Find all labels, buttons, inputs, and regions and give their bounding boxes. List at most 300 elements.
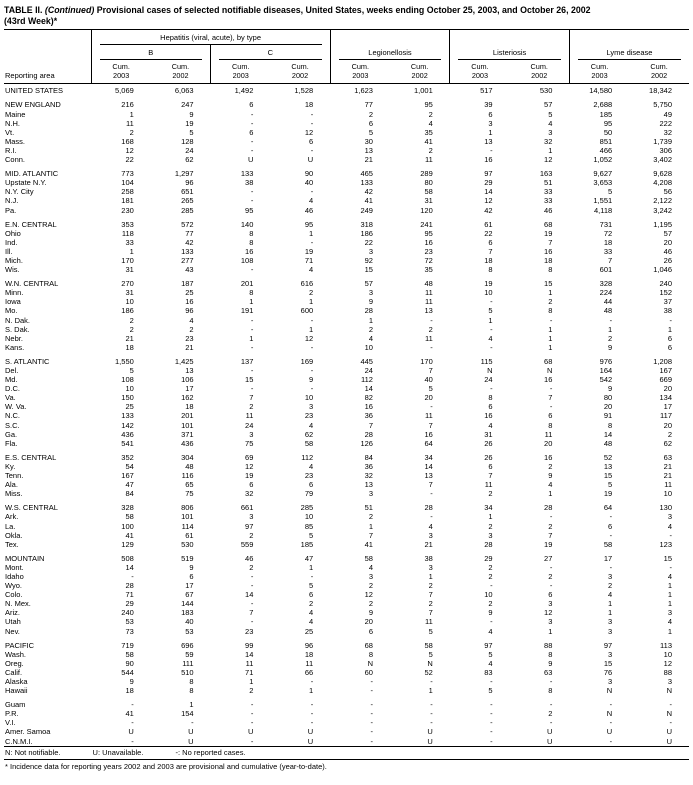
value-cell: 162 bbox=[181, 393, 194, 403]
value-cell: 731 bbox=[599, 219, 613, 229]
value-cell: 96 bbox=[304, 640, 314, 650]
listeriosis-group-label: Listeriosis bbox=[458, 47, 561, 60]
value-cell: 48 bbox=[603, 438, 613, 448]
value-cell: 16 bbox=[544, 375, 553, 385]
column-header-cum-2002: Cum. 2002 bbox=[270, 60, 330, 84]
table-row bbox=[4, 402, 689, 411]
value-cell: 120 bbox=[420, 205, 433, 215]
value-cell: - bbox=[191, 718, 194, 728]
value-cell: 2,122 bbox=[653, 196, 672, 206]
value-cell: 4 bbox=[488, 658, 493, 668]
value-cell: - bbox=[609, 512, 613, 522]
value-cell: 4 bbox=[309, 420, 314, 430]
value-cell: U bbox=[307, 155, 314, 165]
value-cell: - bbox=[430, 315, 433, 325]
hepatitis-group-header bbox=[91, 30, 330, 46]
value-cell: - bbox=[549, 700, 553, 710]
value-cell: - bbox=[131, 700, 134, 710]
value-cell: 26 bbox=[484, 452, 493, 462]
reporting-area-cell: Ohio bbox=[5, 228, 21, 238]
value-cell: 95 bbox=[603, 118, 613, 128]
value-cell: - bbox=[91, 737, 151, 747]
value-cell: 142 bbox=[121, 420, 134, 430]
value-cell: - bbox=[250, 718, 254, 728]
value-cell: - bbox=[490, 718, 493, 728]
value-cell: 108 bbox=[121, 375, 134, 385]
value-cell: 1 bbox=[608, 599, 613, 609]
column-header-cum-2002: Cum. 2002 bbox=[629, 60, 689, 84]
reporting-area-cell: N.Y. City bbox=[5, 187, 34, 197]
value-cell: 5 bbox=[309, 581, 314, 591]
value-cell: 33 bbox=[125, 237, 134, 247]
value-cell: 19 bbox=[484, 279, 493, 289]
value-cell: 41 bbox=[364, 196, 373, 206]
value-cell: 96 bbox=[185, 306, 194, 316]
value-cell: 3 bbox=[608, 571, 613, 581]
table-row bbox=[4, 178, 689, 187]
value-cell: - bbox=[250, 384, 254, 394]
value-cell: 28 bbox=[125, 581, 134, 591]
value-cell: - bbox=[549, 562, 553, 572]
reporting-area-cell: La. bbox=[5, 521, 16, 531]
value-cell: 80 bbox=[603, 393, 613, 403]
value-cell: 154 bbox=[181, 709, 194, 719]
value-cell: 57 bbox=[663, 228, 672, 238]
value-cell: 52 bbox=[424, 667, 433, 677]
value-cell: 4 bbox=[309, 608, 314, 618]
value-cell: 1 bbox=[667, 599, 672, 609]
value-cell: 544 bbox=[121, 667, 134, 677]
value-cell: 285 bbox=[181, 205, 194, 215]
value-cell: 1 bbox=[488, 315, 493, 325]
value-cell: 35 bbox=[424, 265, 433, 275]
value-cell: 96 bbox=[185, 178, 194, 188]
value-cell: 29 bbox=[484, 178, 493, 188]
value-cell: 1 bbox=[488, 512, 493, 522]
value-cell: - bbox=[250, 581, 254, 591]
legend-unavailable: U: Unavailable. bbox=[92, 747, 144, 757]
value-cell: 719 bbox=[121, 640, 134, 650]
value-cell: 3 bbox=[548, 599, 553, 609]
value-cell: 57 bbox=[544, 100, 553, 110]
value-cell: U bbox=[390, 737, 450, 747]
value-cell: 6 bbox=[309, 136, 314, 146]
value-cell: 3 bbox=[488, 530, 493, 540]
value-cell: 12 bbox=[544, 155, 553, 165]
value-cell: 3 bbox=[667, 608, 672, 618]
value-cell: 13 bbox=[424, 306, 433, 316]
value-cell: 113 bbox=[660, 640, 672, 650]
value-cell: 13 bbox=[185, 366, 194, 375]
value-cell: 20 bbox=[663, 384, 672, 394]
value-cell: - bbox=[549, 677, 553, 686]
value-cell: 3,242 bbox=[653, 205, 672, 215]
value-cell: 6 bbox=[249, 480, 254, 490]
value-cell: 328 bbox=[599, 279, 613, 289]
value-cell: 19 bbox=[544, 228, 553, 238]
value-cell: 46 bbox=[304, 205, 314, 215]
column-header-cum-2003: Cum. 2003 bbox=[211, 60, 271, 84]
value-cell: N bbox=[606, 686, 613, 696]
table-header bbox=[4, 30, 689, 84]
table-title-number: TABLE II. bbox=[4, 5, 43, 15]
value-cell: - bbox=[370, 727, 373, 737]
value-cell: - bbox=[250, 145, 254, 155]
value-cell: 2 bbox=[189, 324, 194, 334]
value-cell: 14 bbox=[125, 562, 134, 572]
value-cell: 201 bbox=[240, 279, 254, 289]
value-cell: 5 bbox=[428, 649, 433, 659]
value-cell: 150 bbox=[121, 393, 134, 403]
value-cell: 1 bbox=[309, 297, 314, 307]
reporting-area-cell: Upstate N.Y. bbox=[5, 178, 47, 188]
reporting-area-cell: W.N. CENTRAL bbox=[5, 279, 59, 289]
value-cell: 7 bbox=[368, 530, 373, 540]
value-cell: - bbox=[310, 342, 314, 352]
reporting-area-cell: Nev. bbox=[5, 626, 20, 636]
value-cell: 68 bbox=[544, 219, 553, 229]
value-cell: 167 bbox=[121, 471, 134, 481]
value-cell: 318 bbox=[360, 219, 373, 229]
value-cell: - bbox=[490, 384, 493, 394]
value-cell: 4 bbox=[667, 571, 672, 581]
reporting-area-cell: Calif. bbox=[5, 667, 23, 677]
value-cell: 16 bbox=[484, 155, 493, 165]
value-cell: 16 bbox=[424, 429, 433, 439]
value-cell: 2 bbox=[368, 512, 373, 522]
value-cell: 88 bbox=[663, 667, 672, 677]
value-cell: 2 bbox=[309, 288, 314, 298]
value-cell: 601 bbox=[599, 265, 613, 275]
reporting-area-cell: Ala. bbox=[5, 480, 18, 490]
summary-row bbox=[4, 503, 689, 512]
reporting-area-cell: C.N.M.I. bbox=[4, 737, 91, 747]
value-cell: 1,046 bbox=[653, 265, 672, 275]
table-row bbox=[4, 677, 689, 686]
table-row bbox=[4, 411, 689, 420]
value-cell: 8 bbox=[189, 677, 194, 686]
value-cell: - bbox=[609, 718, 613, 728]
value-cell: - bbox=[370, 709, 373, 719]
value-cell: 183 bbox=[181, 608, 194, 618]
value-cell: U bbox=[188, 727, 194, 737]
value-cell: 23 bbox=[245, 626, 254, 636]
table-row bbox=[4, 384, 689, 393]
value-cell: 63 bbox=[663, 452, 672, 462]
reporting-area-cell: Colo. bbox=[5, 590, 23, 600]
value-cell: 216 bbox=[121, 100, 134, 110]
value-cell: 130 bbox=[659, 503, 672, 513]
value-cell: 24 bbox=[185, 145, 194, 155]
value-cell: 7 bbox=[428, 420, 433, 430]
value-cell: 3,653 bbox=[593, 178, 613, 188]
reporting-area-cell: D.C. bbox=[5, 384, 20, 394]
value-cell: 187 bbox=[181, 279, 194, 289]
value-cell: 2 bbox=[488, 571, 493, 581]
table-row bbox=[4, 727, 689, 736]
table-row bbox=[4, 247, 689, 256]
table-title-week: (43rd Week)* bbox=[4, 15, 58, 26]
value-cell: 352 bbox=[121, 452, 134, 462]
legionellosis-group-label: Legionellosis bbox=[339, 47, 442, 60]
value-cell: 11 bbox=[126, 118, 134, 128]
value-cell: - bbox=[310, 571, 314, 581]
value-cell: 51 bbox=[544, 178, 553, 188]
reporting-area-cell: S. Dak. bbox=[5, 324, 30, 334]
value-cell: 4 bbox=[488, 420, 493, 430]
table-row bbox=[4, 196, 689, 205]
value-cell: 170 bbox=[121, 255, 134, 265]
value-cell: 15 bbox=[544, 279, 553, 289]
value-cell: 16 bbox=[484, 411, 493, 421]
value-cell: - bbox=[370, 700, 373, 710]
value-cell: 247 bbox=[181, 100, 194, 110]
value-cell: 9 bbox=[129, 677, 134, 686]
value-cell: 14 bbox=[364, 384, 373, 394]
value-cell: 1 bbox=[488, 127, 493, 137]
value-cell: 24 bbox=[364, 366, 373, 375]
value-cell: 201 bbox=[181, 411, 194, 421]
value-cell: 3 bbox=[368, 246, 373, 256]
value-cell: 4 bbox=[368, 562, 373, 572]
value-cell: - bbox=[310, 366, 314, 375]
value-cell: 9 bbox=[548, 471, 553, 481]
value-cell: 32 bbox=[245, 489, 254, 499]
value-cell: 71 bbox=[125, 590, 134, 600]
value-cell: 40 bbox=[304, 178, 314, 188]
value-cell: - bbox=[250, 599, 254, 609]
value-cell: 38 bbox=[245, 178, 254, 188]
reporting-area-cell: Alaska bbox=[5, 677, 28, 686]
value-cell: 15 bbox=[245, 375, 254, 385]
legionellosis-group-header bbox=[330, 30, 450, 61]
value-cell: 8 bbox=[548, 649, 553, 659]
value-cell: 9 bbox=[608, 342, 613, 352]
value-cell: 9 bbox=[548, 658, 553, 668]
value-cell: 1 bbox=[667, 590, 672, 600]
value-cell: 62 bbox=[304, 429, 314, 439]
value-cell: 62 bbox=[185, 155, 194, 165]
value-cell: 222 bbox=[659, 118, 672, 128]
value-cell: 58 bbox=[424, 187, 433, 197]
value-cell: 530 bbox=[539, 86, 553, 96]
value-cell: 29 bbox=[125, 599, 134, 609]
value-cell: 11 bbox=[245, 658, 254, 668]
value-cell: - bbox=[669, 562, 672, 572]
value-cell: - bbox=[250, 366, 254, 375]
reporting-area-cell: Ark. bbox=[5, 512, 19, 522]
table-row bbox=[4, 316, 689, 325]
value-cell: 304 bbox=[181, 452, 194, 462]
value-cell: 137 bbox=[240, 356, 254, 366]
value-cell: 79 bbox=[304, 489, 314, 499]
value-cell: 16 bbox=[364, 402, 373, 412]
value-cell: 84 bbox=[125, 489, 134, 499]
value-cell: 270 bbox=[121, 279, 134, 289]
value-cell: 2 bbox=[608, 333, 613, 343]
value-cell: N bbox=[606, 709, 613, 719]
value-cell: 8 bbox=[249, 237, 254, 247]
value-cell: - bbox=[310, 709, 314, 719]
reporting-area-cell: Md. bbox=[5, 375, 18, 385]
value-cell: - bbox=[131, 571, 134, 581]
value-cell: - bbox=[430, 700, 433, 710]
value-cell: 2 bbox=[488, 562, 493, 572]
value-cell: 20 bbox=[663, 237, 672, 247]
value-cell: 115 bbox=[480, 356, 493, 366]
value-cell: 48 bbox=[424, 279, 433, 289]
value-cell: 80 bbox=[424, 178, 433, 188]
reporting-area-cell: Fla. bbox=[5, 438, 18, 448]
value-cell: 9 bbox=[189, 109, 194, 119]
value-cell: 6 bbox=[249, 127, 254, 137]
hepatitis-b-label: B bbox=[100, 47, 203, 60]
summary-row bbox=[4, 279, 689, 288]
listeriosis-group-header bbox=[450, 30, 570, 61]
value-cell: 6 bbox=[488, 237, 493, 247]
value-cell: 37 bbox=[663, 297, 672, 307]
reporting-area-cell: Oreg. bbox=[5, 658, 24, 668]
reporting-area-cell: N.J. bbox=[5, 196, 19, 206]
value-cell: - bbox=[669, 315, 672, 325]
value-cell: - bbox=[330, 737, 390, 747]
value-cell: 32 bbox=[663, 127, 672, 137]
value-cell: 2 bbox=[368, 109, 373, 119]
value-cell: 9 bbox=[309, 375, 314, 385]
table-row bbox=[4, 480, 689, 489]
value-cell: 1 bbox=[548, 324, 553, 334]
value-cell: 265 bbox=[181, 196, 194, 206]
value-cell: 9 bbox=[189, 562, 194, 572]
value-cell: - bbox=[250, 265, 254, 275]
table-row bbox=[4, 531, 689, 540]
reporting-area-cell: Conn. bbox=[5, 155, 26, 165]
reporting-area-cell: S. ATLANTIC bbox=[5, 356, 50, 366]
hepatitis-b-subheader bbox=[91, 45, 211, 60]
reporting-area-cell: Ky. bbox=[5, 461, 16, 471]
value-cell: 1,297 bbox=[174, 169, 194, 179]
value-cell: 11 bbox=[424, 617, 433, 627]
value-cell: 48 bbox=[603, 306, 613, 316]
value-cell: 3 bbox=[608, 649, 613, 659]
value-cell: 54 bbox=[125, 461, 134, 471]
value-cell: 7 bbox=[428, 590, 433, 600]
value-cell: 2 bbox=[428, 109, 433, 119]
value-cell: 3 bbox=[548, 617, 553, 627]
value-cell: - bbox=[310, 187, 314, 197]
value-cell: 58 bbox=[304, 438, 314, 448]
value-cell: 4 bbox=[667, 617, 672, 627]
value-cell: 49 bbox=[663, 109, 672, 119]
value-cell: 61 bbox=[484, 219, 493, 229]
reporting-area-cell: UNITED STATES bbox=[5, 86, 64, 96]
value-cell: 20 bbox=[663, 420, 672, 430]
table-row bbox=[4, 155, 689, 164]
value-cell: 5 bbox=[548, 109, 553, 119]
value-cell: 616 bbox=[300, 279, 314, 289]
value-cell: - bbox=[609, 562, 613, 572]
value-cell: 42 bbox=[364, 187, 373, 197]
value-cell: 40 bbox=[185, 617, 194, 627]
value-cell: U bbox=[247, 727, 254, 737]
value-cell: 73 bbox=[125, 626, 134, 636]
value-cell: - bbox=[609, 530, 613, 540]
value-cell: 5 bbox=[608, 480, 613, 490]
value-cell: - bbox=[490, 727, 493, 737]
value-cell: 1,623 bbox=[354, 86, 373, 96]
summary-row bbox=[4, 84, 689, 96]
reporting-area-cell: V.I. bbox=[5, 718, 16, 728]
value-cell: 4 bbox=[309, 617, 314, 627]
value-cell: 133 bbox=[121, 411, 134, 421]
table-row bbox=[4, 430, 689, 439]
value-cell: - bbox=[549, 402, 553, 412]
value-cell: 8 bbox=[548, 420, 553, 430]
reporting-area-cell: S.C. bbox=[5, 420, 20, 430]
column-header-cum-2003: Cum. 2003 bbox=[91, 60, 151, 84]
value-cell: 75 bbox=[185, 489, 194, 499]
reporting-area-cell: Va. bbox=[5, 393, 16, 403]
value-cell: 1 bbox=[608, 608, 613, 618]
value-cell: 14 bbox=[424, 461, 433, 471]
value-cell: - bbox=[609, 315, 613, 325]
value-cell: 168 bbox=[121, 136, 134, 146]
value-cell: 519 bbox=[181, 553, 194, 563]
value-cell: 7 bbox=[428, 480, 433, 490]
value-cell: 12 bbox=[484, 196, 493, 206]
value-cell: 32 bbox=[364, 471, 373, 481]
value-cell: 5 bbox=[608, 187, 613, 197]
table-row bbox=[4, 375, 689, 384]
value-cell: - bbox=[250, 617, 254, 627]
value-cell: 133 bbox=[181, 246, 194, 256]
value-cell: 13 bbox=[603, 461, 613, 471]
value-cell: 144 bbox=[181, 599, 194, 609]
value-cell: 2 bbox=[368, 324, 373, 334]
value-cell: - bbox=[310, 145, 314, 155]
value-cell: 4 bbox=[309, 265, 314, 275]
value-cell: 600 bbox=[300, 306, 314, 316]
value-cell: 240 bbox=[659, 279, 672, 289]
table-row bbox=[4, 512, 689, 521]
value-cell: - bbox=[310, 700, 314, 710]
value-cell: 7 bbox=[488, 471, 493, 481]
value-cell: 41 bbox=[364, 539, 373, 549]
value-cell: 1,551 bbox=[593, 196, 613, 206]
value-cell: 8 bbox=[548, 686, 553, 696]
value-cell: - bbox=[430, 718, 433, 728]
reporting-area-cell: Utah bbox=[5, 617, 21, 627]
value-cell: 31 bbox=[125, 265, 134, 275]
value-cell: 15 bbox=[603, 658, 613, 668]
table-row bbox=[4, 146, 689, 155]
value-cell: 18,342 bbox=[649, 86, 672, 96]
value-cell: 21 bbox=[364, 155, 373, 165]
value-cell: 75 bbox=[245, 438, 254, 448]
table-row bbox=[4, 334, 689, 343]
value-cell: 4 bbox=[428, 521, 433, 531]
value-cell: - bbox=[250, 118, 254, 128]
value-cell: 58 bbox=[125, 649, 134, 659]
value-cell: - bbox=[310, 315, 314, 325]
value-cell: 170 bbox=[420, 356, 433, 366]
value-cell: 19 bbox=[185, 118, 194, 128]
value-cell: 53 bbox=[125, 617, 134, 627]
reporting-area-cell: Wis. bbox=[5, 265, 20, 275]
value-cell: 36 bbox=[364, 411, 373, 421]
column-header-cum-2003: Cum. 2003 bbox=[569, 60, 629, 84]
value-cell: - bbox=[490, 617, 493, 627]
